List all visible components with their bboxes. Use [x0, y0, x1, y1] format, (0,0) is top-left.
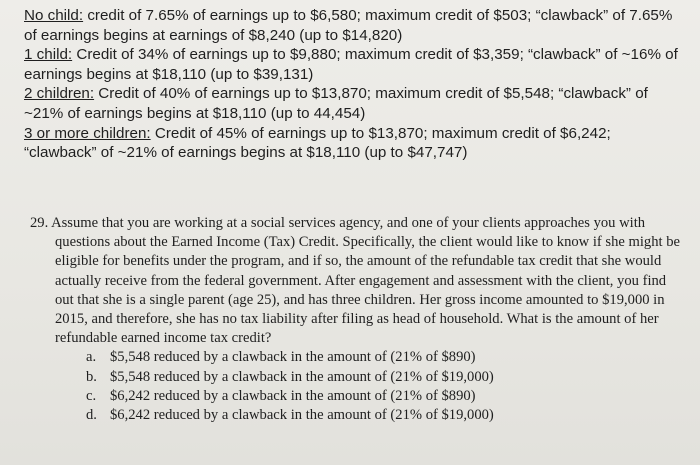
tier-label: 2 children: — [24, 85, 95, 103]
tier-text: Credit of 45% of earnings up to $13,870; maximum credit of $6,242; “clawback” of ~21% of earnings begins at $18,110 (up to $47,747) — [24, 124, 611, 162]
tier-1-child — [24, 45, 684, 84]
eitc-tier-list — [24, 6, 684, 163]
tier-3-children — [24, 124, 684, 163]
answer-option-d[interactable] — [86, 406, 680, 425]
tier-text: Credit of 34% of earnings up to $9,880; maximum credit of $3,359; “clawback” of ~16% of earnings begins at $18,110 (up to $39,131) — [24, 46, 678, 83]
option-letter: a. — [86, 349, 97, 366]
tier-label: 3 or more children: — [24, 124, 151, 142]
question-number: 29. — [30, 215, 49, 231]
question-text: Assume that you are working at a social services agency, and one of your clients approaches you with questions about the Earned Income (Tax) Credit. Specifically, the client would like to know if she might be eligible for benefits under the program, and if so, the amount of the refundable tax credit that she would actually receive from the federal government. After engagement and assessment with the client, you find out that she is a single parent (age 25), and has three children. Her gross income amounted to $19,000 in 2015, and therefore, she has no tax liability after filing as head of household. What is the amount of her refundable earned income tax credit? — [51, 215, 680, 347]
option-text: $6,242 reduced by a clawback in the amount of (21% of $19,000) — [110, 407, 494, 424]
tier-label: 1 child: — [24, 46, 73, 64]
option-letter: d. — [86, 407, 97, 424]
option-text: $5,548 reduced by a clawback in the amount of (21% of $890) — [110, 349, 476, 366]
tier-2-children — [24, 84, 684, 123]
answer-options — [30, 348, 680, 425]
option-letter: c. — [86, 387, 97, 404]
option-text: $5,548 reduced by a clawback in the amount of (21% of $19,000) — [110, 368, 494, 385]
answer-option-b[interactable] — [86, 368, 680, 387]
tier-text: credit of 7.65% of earnings up to $6,580; maximum credit of $503; “clawback” of 7.65% of earnings begins at earnings of $8,240 (up to $14,820) — [24, 7, 673, 44]
answer-option-a[interactable] — [86, 348, 680, 367]
answer-option-c[interactable] — [86, 387, 680, 406]
question-29 — [30, 214, 680, 425]
question-stem — [30, 214, 680, 348]
option-letter: b. — [86, 368, 97, 385]
option-text: $6,242 reduced by a clawback in the amount of (21% of $890) — [110, 387, 476, 404]
tier-label: No child: — [24, 7, 84, 24]
tier-no-child — [24, 6, 684, 45]
tier-text: Credit of 40% of earnings up to $13,870; maximum credit of $5,548; “clawback” of ~21% of earnings begins at $18,110 (up to 44,454) — [24, 85, 648, 122]
